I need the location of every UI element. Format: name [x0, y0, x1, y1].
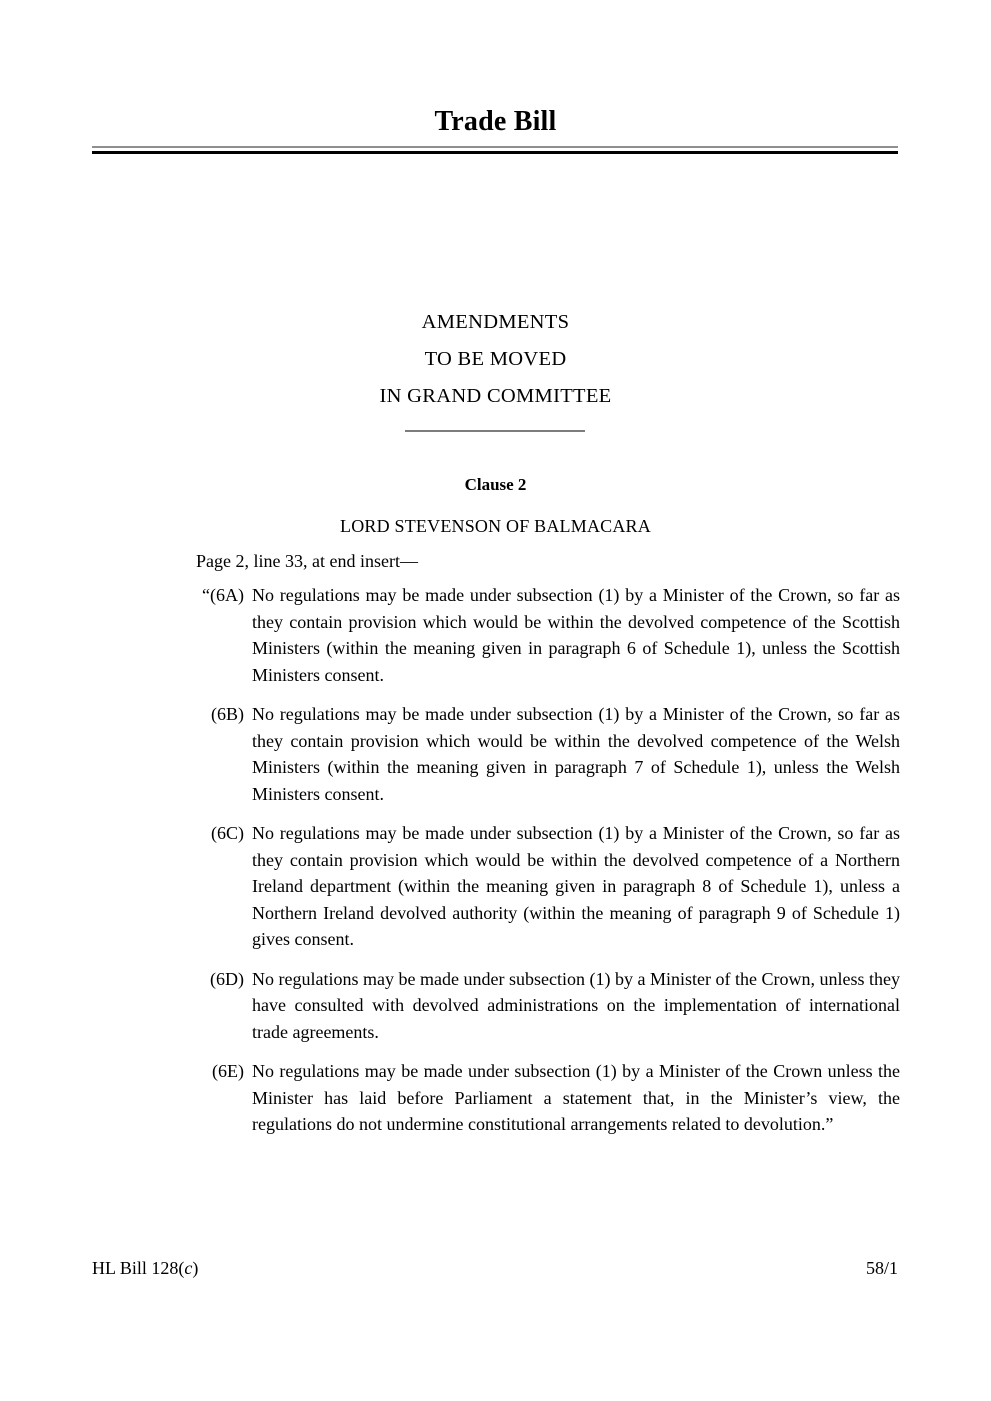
heading-line-to-be-moved: TO BE MOVED	[424, 348, 567, 370]
amendment-item	[196, 820, 900, 953]
amendment-text: No regulations may be made under subsection (1) by a Minister of the Crown, so far as they contain provision which would be within the devolved competence of the Scottish Ministers (within the meaning given in paragraph 6 of Schedule 1), unless the Scottish Ministers consent.	[252, 585, 900, 685]
amendment-text: No regulations may be made under subsection (1) by a Minister of the Crown, so far as they contain provision which would be within the devolved competence of a Northern Ireland department (within the meaning given in paragraph 8 of Schedule 1), unless a Northern Ireland devolved authority (within the meaning of paragraph 9 of Schedule 1) gives consent.	[252, 823, 900, 949]
heading-line-in-grand-committee: IN GRAND COMMITTEE	[379, 385, 612, 407]
amendment-item	[196, 582, 900, 688]
title-rule-thick	[92, 151, 898, 154]
amendment-instruction: Page 2, line 33, at end insert—	[196, 551, 418, 571]
amendment-text: No regulations may be made under subsection (1) by a Minister of the Crown unless the Minister has laid before Parliament a statement that, in the Minister’s view, the regulations do not undermine constitutional arrangements related to devolution.”	[252, 1061, 900, 1134]
amendment-text: No regulations may be made under subsection (1) by a Minister of the Crown, so far as they contain provision which would be within the devolved competence of the Welsh Ministers (within the meaning given in paragraph 7 of Schedule 1), unless the Welsh Ministers consent.	[252, 704, 900, 804]
page-title: Trade Bill	[434, 106, 557, 137]
bill-reference-prefix: HL Bill 128(	[92, 1258, 185, 1278]
amendment-label: “(6A)	[202, 585, 244, 605]
amendment-label: (6C)	[211, 823, 244, 843]
page-footer	[92, 1258, 898, 1279]
amendment-label: (6B)	[211, 704, 244, 724]
amendments-heading	[0, 304, 991, 415]
amendment-text: No regulations may be made under subsection (1) by a Minister of the Crown, unless they have consulted with devolved administrations on the implementation of international trade agreements.	[252, 968, 900, 1042]
section-divider	[405, 430, 585, 432]
amendment-body	[196, 548, 900, 1151]
title-divider	[92, 146, 898, 154]
bill-reference-italic: c	[184, 1258, 193, 1278]
bill-reference-suffix: )	[192, 1258, 199, 1278]
bill-reference	[92, 1258, 198, 1279]
page-number: 58/1	[865, 1258, 898, 1278]
amendment-item	[196, 1058, 900, 1138]
amendment-item	[196, 701, 900, 807]
sponsor-name: LORD STEVENSON OF BALMACARA	[340, 516, 651, 536]
amendment-label: (6E)	[212, 1061, 244, 1081]
clause-heading: Clause 2	[464, 475, 527, 494]
amendment-label: (6D)	[210, 968, 244, 989]
heading-line-amendments: AMENDMENTS	[421, 311, 570, 333]
amendment-item	[196, 966, 900, 1046]
